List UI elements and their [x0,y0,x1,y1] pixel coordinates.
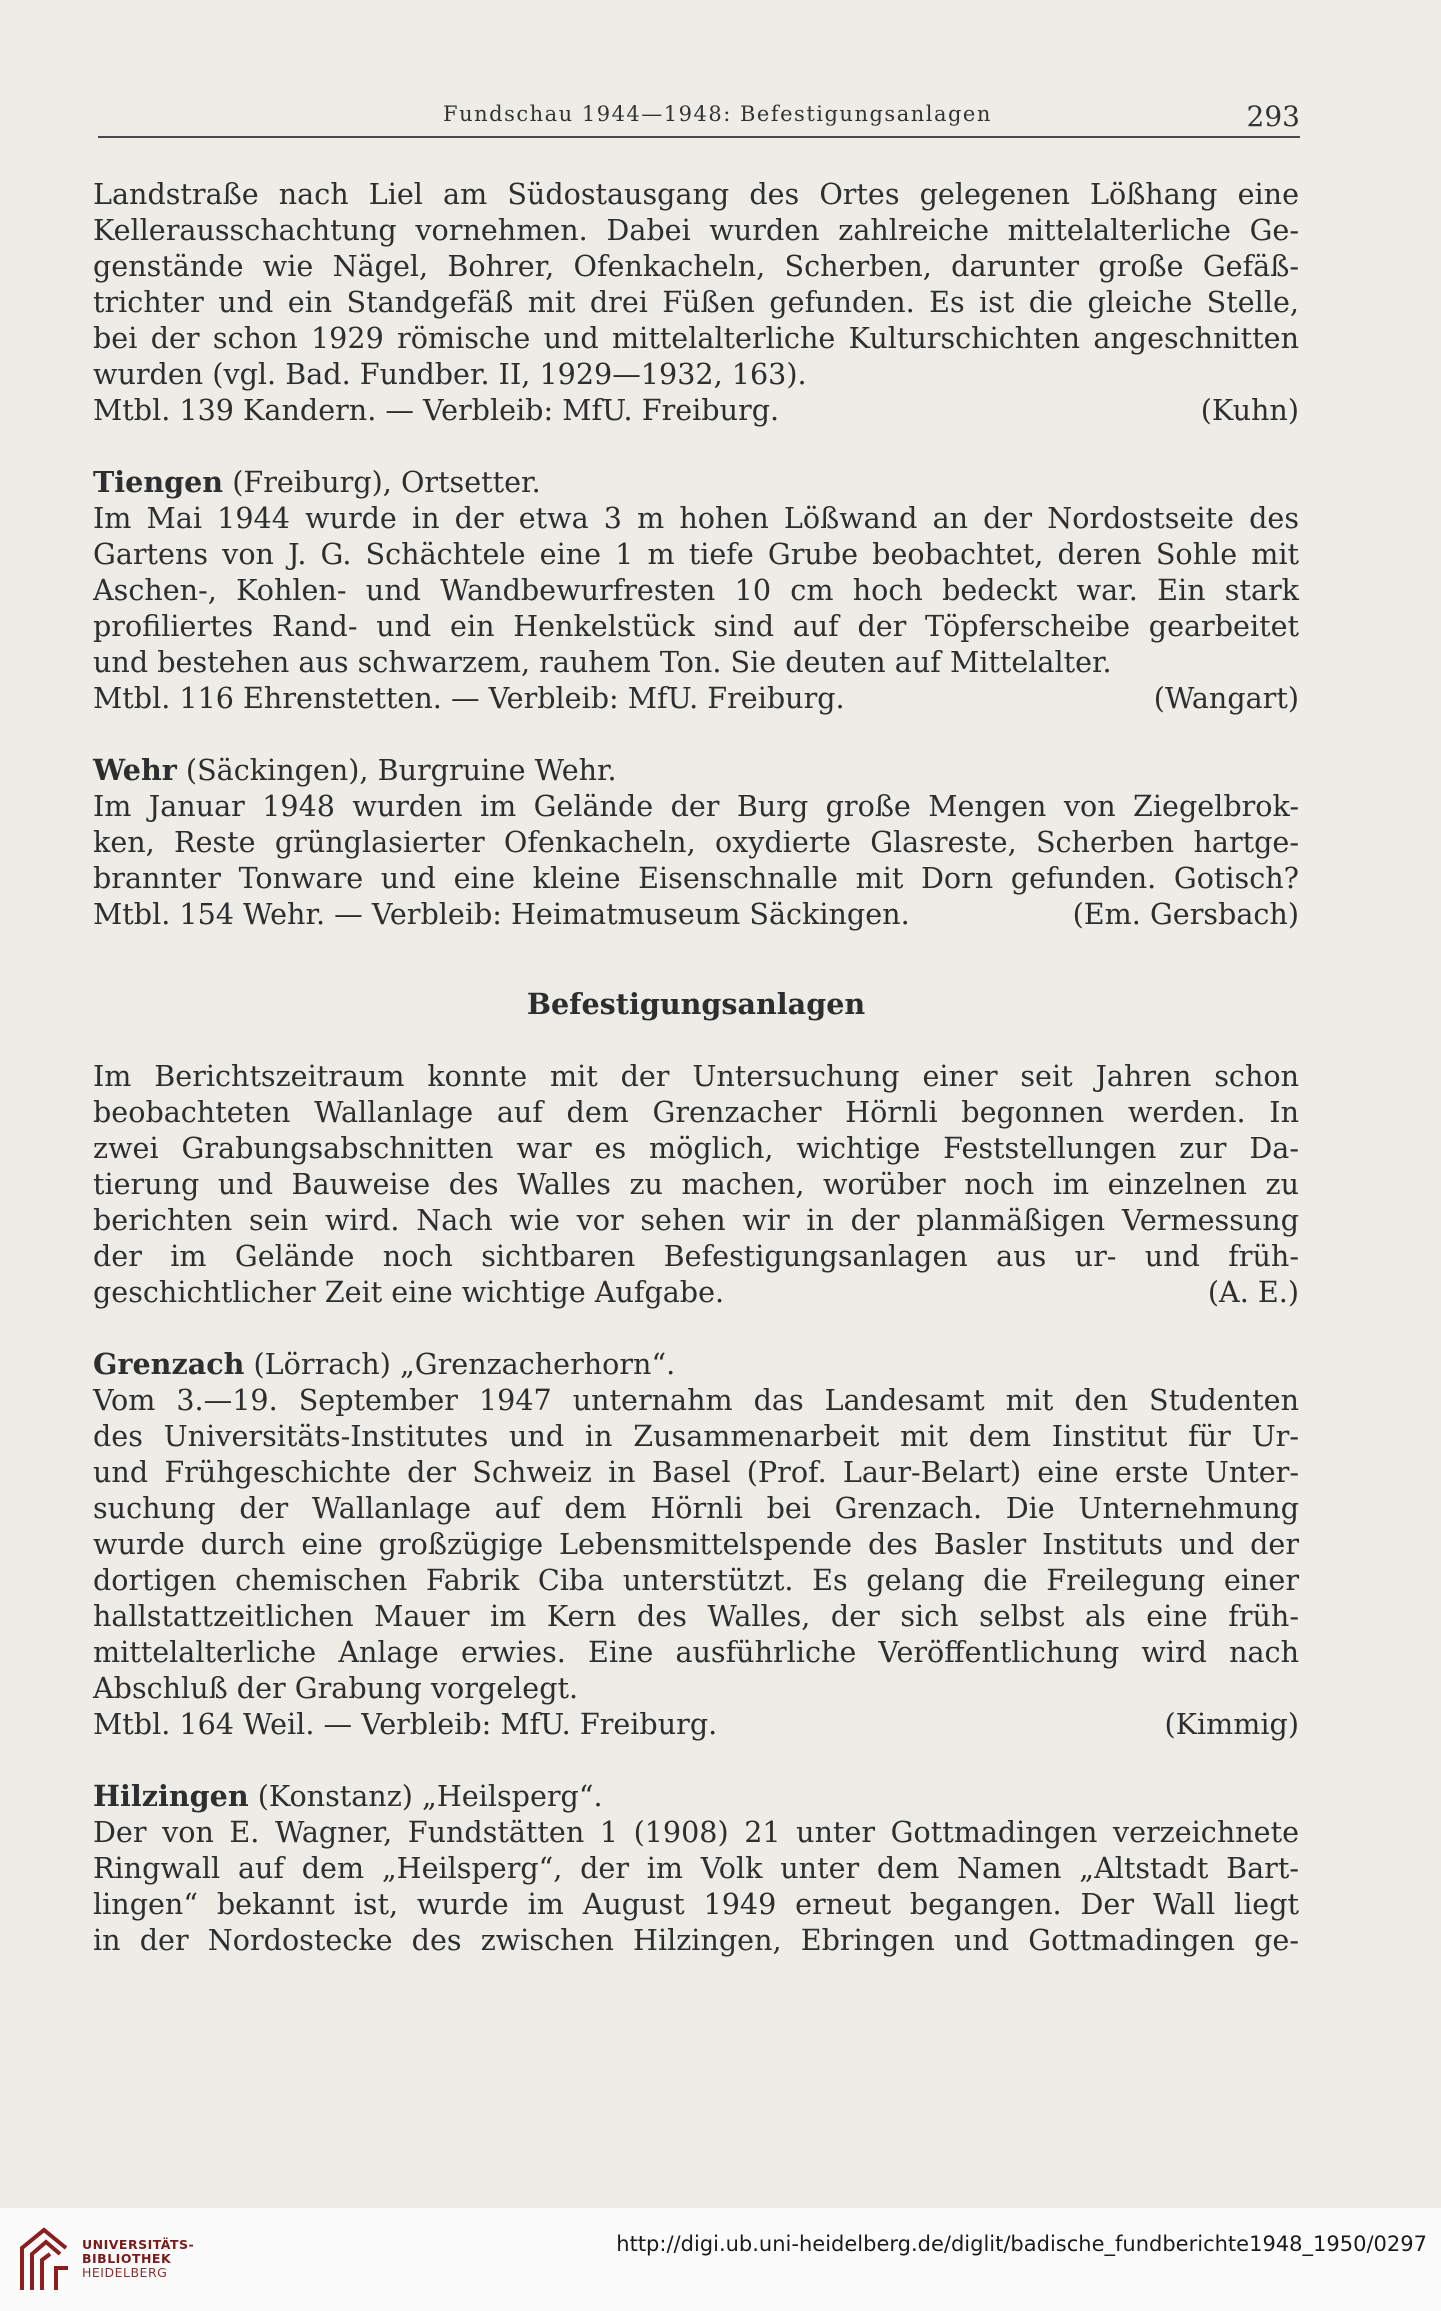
text-line: lingen“ bekannt ist, wurde im August 1949 erneut begangen. Der Wall liegt [93,1887,1299,1921]
entry-heading [93,752,1299,788]
text-line: tierung und Bauweise des Walles zu machen, worüber noch im einzelnen zu [93,1167,1299,1201]
text-line: Gartens von J. G. Schächtele eine 1 m tiefe Grube beobachtet, deren Sohle mit [93,537,1299,571]
entry-place: Wehr [93,753,177,787]
library-name-line: BIBLIOTHEK [82,2251,172,2266]
text-line: hallstattzeitlichen Mauer im Kern des Walles, der sich selbst als eine früh- [93,1599,1299,1633]
source-reference: Mtbl. 139 Kandern. — Verbleib: MfU. Freiburg. [93,393,780,427]
author-credit: (A. E.) [1207,1275,1299,1309]
library-name-line: UNIVERSITÄTS- [82,2237,195,2252]
source-reference: Mtbl. 154 Wehr. — Verbleib: Heimatmuseum Säckingen. [93,897,910,931]
author-credit: (Kimmig) [1164,1707,1299,1741]
entry-heading [93,1346,1299,1382]
text-line: berichten sein wird. Nach wie vor sehen wir in der planmäßigen Vermessung [93,1203,1299,1237]
text-line: brannter Tonware und eine kleine Eisenschnalle mit Dorn gefunden. Gotisch? [93,861,1299,895]
text-line: geschichtlicher Zeit eine wichtige Aufgabe. [93,1275,725,1309]
text-line: ken, Reste grünglasierter Ofenkacheln, oxydierte Glasreste, Scherben hartge- [93,825,1299,859]
source-reference: Mtbl. 164 Weil. — Verbleib: MfU. Freiburg. [93,1707,718,1741]
text-line: Im Berichtszeitraum konnte mit der Untersuchung einer seit Jahren schon [93,1059,1299,1093]
entry-place: Hilzingen [93,1779,249,1813]
author-credit: (Wangart) [1153,681,1299,715]
library-logo-icon [16,2224,74,2294]
entry-tiengen [93,464,1299,716]
author-credit: (Em. Gersbach) [1072,897,1299,931]
text-line: trichter und ein Standgefäß mit drei Füßen gefunden. Es ist die gleiche Stelle, [93,285,1299,319]
permalink-url[interactable]: http://digi.ub.uni-heidelberg.de/diglit/badische_fundberichte1948_1950/0297 [616,2232,1427,2256]
entry-place: Tiengen [93,465,224,499]
text-line: Kellerausschachtung vornehmen. Dabei wurden zahlreiche mittelalterliche Ge- [93,213,1299,247]
text-line: Vom 3.—19. September 1947 unternahm das Landesamt mit den Studenten [93,1383,1299,1417]
entry-location: (Konstanz) „Heilsperg“. [248,1779,603,1813]
intro-paragraph [93,176,1299,428]
section-title: Befestigungsanlagen [526,987,866,1021]
text-line: und bestehen aus schwarzem, rauhem Ton. Sie deuten auf Mittelalter. [93,645,1112,679]
text-line: Aschen-, Kohlen- und Wandbewurfresten 10 cm hoch bedeckt war. Ein stark [93,573,1299,607]
source-line [93,392,1299,428]
entry-location: (Freiburg), Ortsetter. [223,465,541,499]
text-line: profiliertes Rand- und ein Henkelstück sind auf der Töpferscheibe gearbeitet [93,609,1299,643]
entry-heading [93,464,1299,500]
text-line: und Frühgeschichte der Schweiz in Basel (Prof. Laur-Belart) eine erste Unter- [93,1455,1299,1489]
text-line: Ringwall auf dem „Heilsperg“, der im Volk unter dem Namen „Altstadt Bart- [93,1851,1299,1885]
text-line: Der von E. Wagner, Fundstätten 1 (1908) 21 unter Gottmadingen verzeichnete [93,1815,1299,1849]
source-line [93,1706,1299,1742]
viewer-footer [0,2208,1441,2311]
entry-location: (Lörrach) „Grenzacherhorn“. [244,1347,676,1381]
entry-location: (Säckingen), Burgruine Wehr. [176,753,617,787]
running-title: Fundschau 1944—1948: Befestigungsanlagen [443,102,992,126]
source-line [93,680,1299,716]
source-reference: Mtbl. 116 Ehrenstetten. — Verbleib: MfU. Freiburg. [93,681,845,715]
text-line: der im Gelände noch sichtbaren Befestigungsanlagen aus ur- und früh- [93,1239,1299,1273]
section-intro [93,1058,1299,1310]
text-line: suchung der Wallanlage auf dem Hörnli bei Grenzach. Die Unternehmung [93,1491,1299,1525]
running-head [98,100,1300,138]
text-line: Abschluß der Grabung vorgelegt. [93,1671,579,1705]
text-line: Im Mai 1944 wurde in der etwa 3 m hohen Lößwand an der Nordostseite des [93,501,1299,535]
text-line: dortigen chemischen Fabrik Ciba unterstützt. Es gelang die Freilegung einer [93,1563,1299,1597]
text-line: mittelalterliche Anlage erwies. Eine ausführliche Veröffentlichung wird nach [93,1635,1299,1669]
entry-wehr [93,752,1299,932]
text-line: des Universitäts-Institutes und in Zusammenarbeit mit dem Iinstitut für Ur- [93,1419,1299,1453]
entry-heading [93,1778,1299,1814]
page-number: 293 [1246,100,1300,133]
page-content [93,176,1299,1958]
library-name-line: HEIDELBERG [82,2265,168,2280]
text-line: beobachteten Wallanlage auf dem Grenzacher Hörnli begonnen werden. In [93,1095,1299,1129]
text-line: Im Januar 1948 wurden im Gelände der Burg große Mengen von Ziegelbrok- [93,789,1299,823]
library-name [82,2238,194,2280]
entry-place: Grenzach [93,1347,245,1381]
entry-grenzach [93,1346,1299,1742]
text-line: genstände wie Nägel, Bohrer, Ofenkacheln, Scherben, darunter große Gefäß- [93,249,1299,283]
text-line: Landstraße nach Liel am Südostausgang des Ortes gelegenen Lößhang eine [93,177,1299,211]
text-line: wurden (vgl. Bad. Fundber. II, 1929—1932, 163). [93,357,807,391]
entry-hilzingen [93,1778,1299,1958]
source-line [93,1274,1299,1310]
text-line: bei der schon 1929 römische und mittelalterliche Kulturschichten angeschnitten [93,321,1299,355]
text-line: zwei Grabungsabschnitten war es möglich, wichtige Feststellungen zur Da- [93,1131,1299,1165]
text-line: in der Nordostecke des zwischen Hilzingen, Ebringen und Gottmadingen ge- [93,1923,1299,1957]
text-line: wurde durch eine großzügige Lebensmittelspende des Basler Instituts und der [93,1527,1299,1561]
source-line [93,896,1299,932]
author-credit: (Kuhn) [1200,393,1299,427]
